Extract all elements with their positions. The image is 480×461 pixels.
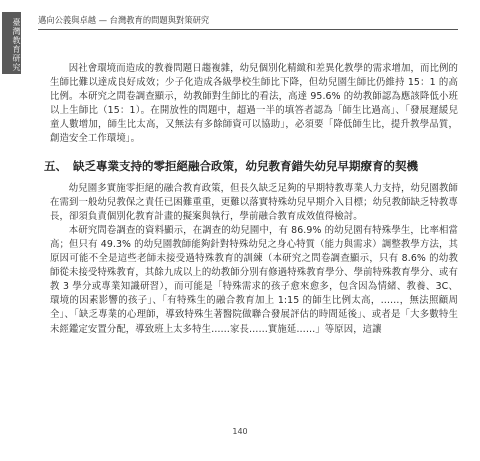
paragraph-survey-results: 本研究問卷調查的資料顯示，在調查的幼兒園中，有 86.9% 的幼兒園有特殊學生，比率相當高；但只有 49.3% 的幼兒園教師能夠針對特殊幼兒之身心特質（能力與需求）調整教學方法，其原因可能不全是這些老師未接受過特殊教育的訓練（本研究之問卷調查顯示，只有 8.6% 的幼教師從未接受特殊教育，其餘九成以上的幼教師分別有修過特殊教育學分、學前特殊教育學分、或有教 3 學分或專業知識研習），而可能是「特殊需求的孩子愈來愈多，包含因為情緒、教養、3C、環境的因素影響的孩子」、「有特殊生的融合教育加上 1:15 的師生比例太高，……，無法照顧周全」、「缺乏專業的心理師，導致特殊生著醫院做聯合發展評估的時間延後」、或者是「大多數特生未經鑑定安置分配，導致班上太多特生……家長……實施延……」等原因，這讓 — [50, 224, 458, 335]
paragraph-ratio-issue: 因社會環境而造成的教養問題日趨複雜，幼兒個別化精緻和差異化教學的需求增加，而比例的生師比難以達成良好成效；少子化造成各級學校生師比下降，但幼兒園生師比仍維持 15：1 的高比例。本研究之問卷調查顯示，幼教師對生師比的看法，高達 95.6% 的幼教師認為應該降低小班以上生師比（15：1）。在開放性的問題中，超過一半的填答者認為「師生比過高」、「發展遲緩兒童人數增加，師生比太高，又無法有多餘師資可以協助」，必須要「降低師生比，提升教學品質，創造安全工作環境」。 — [50, 63, 458, 145]
chapter-side-tab: 臺灣教育研究 — [2, 12, 21, 74]
paragraph-inclusion-policy: 幼兒園多實施零拒絕的融合教育政策，但長久缺乏足夠的早期特教專業人力支持，幼兒園教師在需到一般幼兒教保之責任已困難重重，更難以落實特殊幼兒早期介入目標；幼兒教師缺乏特教專長，卻須負責個別化教育計畫的擬案與執行，學前融合教育成效值得檢討。 — [50, 182, 458, 222]
section-heading — [44, 159, 458, 174]
section-title: 缺乏專業支持的零拒絕融合政策，幼兒教育錯失幼兒早期療育的契機 — [73, 158, 418, 173]
page-number: 140 — [232, 427, 248, 436]
section-number: 五、 — [44, 158, 67, 173]
running-header: 邁向公義與卓越 — 台灣教育的問題與對策研究 — [38, 14, 458, 30]
page-body — [44, 62, 458, 337]
